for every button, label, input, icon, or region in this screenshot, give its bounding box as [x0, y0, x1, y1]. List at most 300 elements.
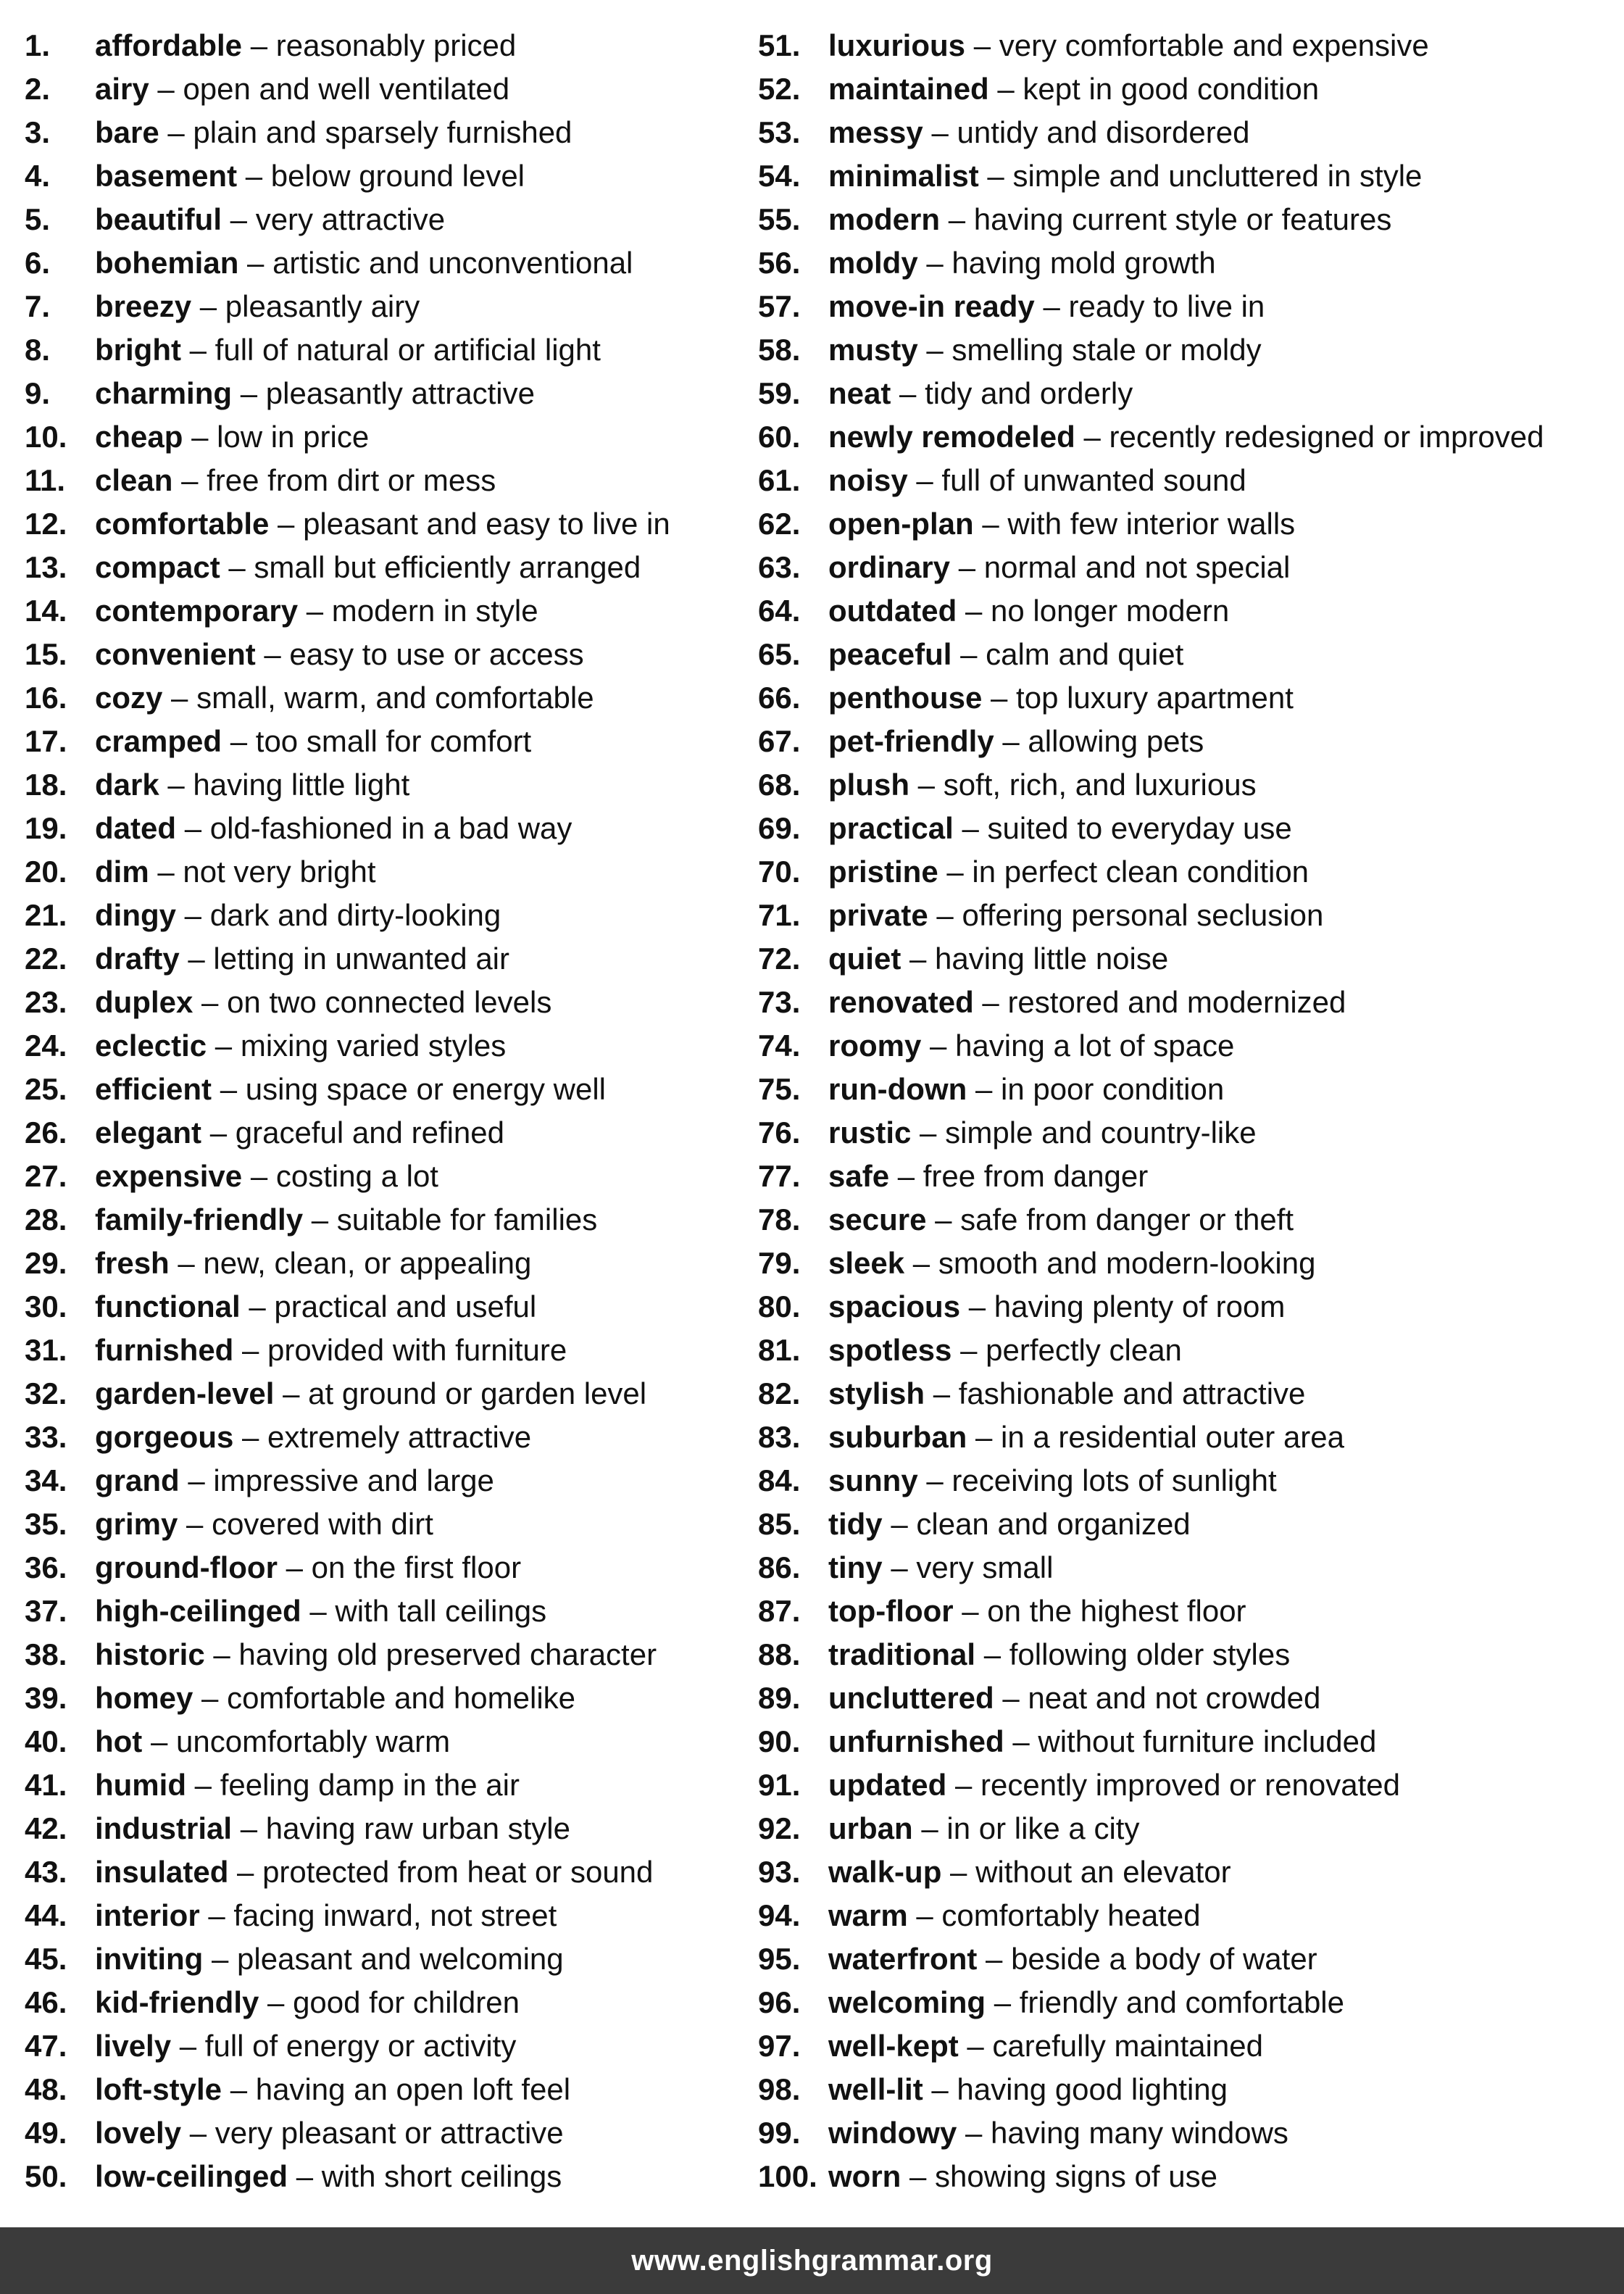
item-word: private	[828, 898, 928, 932]
left-word-list	[25, 24, 749, 2198]
item-number: 92.	[758, 1811, 801, 1845]
item-definition: letting in unwanted air	[213, 942, 510, 976]
item-separator: –	[242, 1333, 259, 1367]
item-number: 51.	[758, 28, 801, 62]
item-definition: without an elevator	[975, 1855, 1231, 1889]
list-item	[25, 1937, 749, 1981]
item-number: 63.	[758, 550, 801, 584]
footer-site-link[interactable]: www.englishgrammar.org	[631, 2244, 993, 2277]
item-word: windowy	[828, 2116, 957, 2150]
item-word: tiny	[828, 1550, 883, 1584]
item-separator: –	[264, 637, 281, 671]
item-word: waterfront	[828, 1942, 978, 1976]
list-item	[25, 328, 749, 372]
item-separator: –	[201, 1681, 219, 1715]
item-number: 98.	[758, 2072, 801, 2106]
item-number: 94.	[758, 1898, 801, 1932]
item-definition: practical and useful	[274, 1289, 537, 1323]
item-definition: having plenty of room	[994, 1289, 1286, 1323]
item-separator: –	[891, 1507, 908, 1541]
item-word: secure	[828, 1202, 927, 1237]
item-separator: –	[208, 1898, 225, 1932]
list-item	[25, 1546, 749, 1589]
item-definition: good for children	[293, 1985, 520, 2019]
list-item	[25, 1416, 749, 1459]
list-item	[25, 502, 749, 546]
item-word: duplex	[95, 985, 193, 1019]
item-definition: open and well ventilated	[183, 72, 510, 106]
item-separator: –	[167, 768, 185, 802]
item-word: low-ceilinged	[95, 2159, 288, 2193]
item-number: 23.	[25, 985, 67, 1019]
item-definition: top luxury apartment	[1016, 681, 1294, 715]
item-number: 67.	[758, 724, 801, 758]
item-number: 15.	[25, 637, 67, 671]
item-word: plush	[828, 768, 909, 802]
item-word: tidy	[828, 1507, 883, 1541]
item-word: breezy	[95, 289, 192, 323]
item-number: 86.	[758, 1550, 801, 1584]
item-word: comfortable	[95, 507, 270, 541]
item-word: open-plan	[828, 507, 974, 541]
item-definition: no longer modern	[991, 594, 1230, 628]
item-definition: friendly and comfortable	[1019, 1985, 1344, 2019]
item-definition: normal and not special	[983, 550, 1291, 584]
item-separator: –	[212, 1942, 229, 1976]
item-word: warm	[828, 1898, 908, 1932]
item-separator: –	[199, 289, 217, 323]
list-item	[25, 937, 749, 981]
item-separator: –	[916, 1898, 933, 1932]
item-definition: allowing pets	[1028, 724, 1204, 758]
item-number: 100.	[758, 2159, 817, 2193]
item-word: spacious	[828, 1289, 961, 1323]
item-definition: extremely attractive	[267, 1420, 532, 1454]
item-number: 6.	[25, 246, 51, 280]
list-item	[25, 894, 749, 937]
item-number: 39.	[25, 1681, 67, 1715]
item-number: 72.	[758, 942, 801, 976]
footer-bar	[0, 2227, 1624, 2294]
item-word: spotless	[828, 1333, 952, 1367]
item-number: 20.	[25, 855, 67, 889]
item-separator: –	[189, 2116, 207, 2150]
item-number: 69.	[758, 811, 801, 845]
item-separator: –	[926, 1463, 944, 1497]
item-word: family-friendly	[95, 1202, 304, 1237]
item-separator: –	[948, 202, 966, 236]
item-separator: –	[278, 507, 295, 541]
item-word: basement	[95, 159, 238, 193]
item-definition: reasonably priced	[275, 28, 517, 62]
item-definition: with tall ceilings	[335, 1594, 547, 1628]
item-separator: –	[982, 507, 999, 541]
list-item	[758, 894, 1620, 937]
item-separator: –	[936, 898, 954, 932]
list-item	[758, 1198, 1620, 1242]
item-word: high-ceilinged	[95, 1594, 301, 1628]
item-definition: very small	[916, 1550, 1054, 1584]
list-item	[758, 1372, 1620, 1416]
item-number: 13.	[25, 550, 67, 584]
list-item	[25, 2111, 749, 2155]
item-word: well-kept	[828, 2029, 959, 2063]
item-definition: suited to everyday use	[987, 811, 1292, 845]
item-word: contemporary	[95, 594, 299, 628]
item-definition: offering personal seclusion	[962, 898, 1324, 932]
item-word: efficient	[95, 1072, 212, 1106]
item-definition: recently improved or renovated	[980, 1768, 1400, 1802]
item-number: 75.	[758, 1072, 801, 1106]
item-number: 38.	[25, 1637, 67, 1671]
item-separator: –	[1012, 1724, 1030, 1758]
item-separator: –	[189, 333, 207, 367]
item-number: 79.	[758, 1246, 801, 1280]
item-number: 10.	[25, 420, 67, 454]
item-separator: –	[933, 1376, 951, 1410]
item-number: 1.	[25, 28, 51, 62]
list-item	[25, 1720, 749, 1763]
item-number: 59.	[758, 376, 801, 410]
item-definition: fashionable and attractive	[958, 1376, 1306, 1410]
item-word: compact	[95, 550, 220, 584]
item-definition: ready to live in	[1068, 289, 1265, 323]
item-word: inviting	[95, 1942, 204, 1976]
item-definition: old-fashioned in a bad way	[209, 811, 572, 845]
item-separator: –	[975, 1420, 993, 1454]
list-item	[25, 241, 749, 285]
item-number: 48.	[25, 2072, 67, 2106]
item-number: 87.	[758, 1594, 801, 1628]
item-separator: –	[921, 1811, 938, 1845]
list-item	[25, 1242, 749, 1285]
item-separator: –	[975, 1072, 993, 1106]
item-number: 85.	[758, 1507, 801, 1541]
item-word: neat	[828, 376, 891, 410]
item-definition: costing a lot	[275, 1159, 438, 1193]
item-word: eclectic	[95, 1028, 207, 1063]
list-item	[25, 1155, 749, 1198]
item-number: 50.	[25, 2159, 67, 2193]
item-number: 19.	[25, 811, 67, 845]
item-number: 42.	[25, 1811, 67, 1845]
item-separator: –	[188, 942, 205, 976]
item-definition: safe from danger or theft	[960, 1202, 1294, 1237]
item-separator: –	[209, 1115, 228, 1150]
item-separator: –	[926, 333, 944, 367]
list-item	[758, 1850, 1620, 1894]
item-separator: –	[1002, 724, 1020, 758]
item-separator: –	[215, 1028, 233, 1063]
item-number: 29.	[25, 1246, 67, 1280]
item-separator: –	[178, 1246, 195, 1280]
list-item	[25, 67, 749, 111]
item-definition: too small for comfort	[255, 724, 532, 758]
item-word: lovely	[95, 2116, 182, 2150]
list-item	[25, 2155, 749, 2198]
item-number: 9.	[25, 376, 51, 410]
item-separator: –	[230, 724, 248, 758]
item-definition: facing inward, not street	[233, 1898, 557, 1932]
item-number: 73.	[758, 985, 801, 1019]
item-number: 46.	[25, 1985, 67, 2019]
item-number: 36.	[25, 1550, 67, 1584]
list-item	[758, 415, 1620, 459]
item-definition: on the first floor	[311, 1550, 522, 1584]
item-number: 60.	[758, 420, 801, 454]
item-word: peaceful	[828, 637, 952, 671]
list-item	[758, 807, 1620, 850]
list-item	[25, 850, 749, 894]
item-number: 53.	[758, 115, 801, 149]
item-word: penthouse	[828, 681, 983, 715]
list-item	[25, 1372, 749, 1416]
item-definition: artistic and unconventional	[272, 246, 633, 280]
item-word: modern	[828, 202, 941, 236]
list-item	[758, 24, 1620, 67]
item-word: humid	[95, 1768, 186, 1802]
item-number: 31.	[25, 1333, 67, 1367]
list-item	[758, 981, 1620, 1024]
list-item	[25, 633, 749, 676]
item-separator: –	[311, 1202, 329, 1237]
item-number: 16.	[25, 681, 67, 715]
list-item	[25, 1024, 749, 1068]
item-separator: –	[991, 681, 1008, 715]
item-separator: –	[930, 1028, 947, 1063]
item-definition: kept in good condition	[1023, 72, 1320, 106]
item-word: homey	[95, 1681, 193, 1715]
list-item	[758, 633, 1620, 676]
item-definition: very attractive	[255, 202, 446, 236]
item-number: 41.	[25, 1768, 67, 1802]
item-number: 14.	[25, 594, 67, 628]
item-separator: –	[184, 811, 202, 845]
item-number: 27.	[25, 1159, 67, 1193]
item-word: pet-friendly	[828, 724, 994, 758]
list-item	[758, 1981, 1620, 2024]
item-definition: restored and modernized	[1007, 985, 1346, 1019]
item-word: welcoming	[828, 1985, 986, 2019]
item-separator: –	[296, 2159, 314, 2193]
item-word: sunny	[828, 1463, 918, 1497]
item-word: functional	[95, 1289, 241, 1323]
item-definition: untidy and disordered	[957, 115, 1250, 149]
item-definition: full of energy or activity	[204, 2029, 517, 2063]
item-separator: –	[230, 2072, 248, 2106]
item-separator: –	[167, 115, 185, 149]
item-definition: receiving lots of sunlight	[952, 1463, 1277, 1497]
list-item	[758, 459, 1620, 502]
item-separator: –	[931, 115, 949, 149]
list-item	[25, 1503, 749, 1546]
item-separator: –	[967, 2029, 984, 2063]
item-word: ground-floor	[95, 1550, 278, 1584]
item-number: 84.	[758, 1463, 801, 1497]
item-word: renovated	[828, 985, 974, 1019]
item-definition: full of natural or artificial light	[215, 333, 601, 367]
item-separator: –	[986, 1942, 1003, 1976]
list-item	[758, 1024, 1620, 1068]
item-number: 32.	[25, 1376, 67, 1410]
item-definition: provided with furniture	[267, 1333, 567, 1367]
item-number: 74.	[758, 1028, 801, 1063]
item-separator: –	[267, 1985, 285, 2019]
item-word: convenient	[95, 637, 256, 671]
list-item	[758, 1589, 1620, 1633]
item-number: 97.	[758, 2029, 801, 2063]
item-definition: with few interior walls	[1007, 507, 1296, 541]
item-separator: –	[994, 1985, 1012, 2019]
item-number: 81.	[758, 1333, 801, 1367]
list-item	[758, 1894, 1620, 1937]
item-word: suburban	[828, 1420, 967, 1454]
item-separator: –	[240, 1811, 258, 1845]
item-definition: calm and quiet	[986, 637, 1184, 671]
item-definition: in a residential outer area	[1001, 1420, 1345, 1454]
list-item	[25, 1459, 749, 1503]
item-word: elegant	[95, 1115, 202, 1150]
item-word: furnished	[95, 1333, 234, 1367]
item-definition: not very bright	[183, 855, 376, 889]
item-definition: easy to use or access	[289, 637, 584, 671]
list-item	[25, 1068, 749, 1111]
item-word: loft-style	[95, 2072, 222, 2106]
item-word: bohemian	[95, 246, 239, 280]
item-number: 82.	[758, 1376, 801, 1410]
item-number: 58.	[758, 333, 801, 367]
list-item	[758, 1416, 1620, 1459]
item-separator: –	[965, 594, 983, 628]
item-word: lively	[95, 2029, 172, 2063]
item-definition: pleasant and welcoming	[237, 1942, 564, 1976]
item-word: move-in ready	[828, 289, 1035, 323]
list-item	[758, 241, 1620, 285]
list-item	[25, 2024, 749, 2068]
list-item	[758, 676, 1620, 720]
item-word: maintained	[828, 72, 989, 106]
item-separator: –	[309, 1594, 327, 1628]
item-separator: –	[283, 1376, 300, 1410]
item-separator: –	[917, 768, 936, 802]
item-separator: –	[150, 1724, 168, 1758]
item-number: 45.	[25, 1942, 67, 1976]
item-separator: –	[184, 898, 202, 932]
item-definition: comfortable and homelike	[227, 1681, 576, 1715]
item-word: dim	[95, 855, 149, 889]
list-item	[758, 285, 1620, 328]
list-item	[758, 1155, 1620, 1198]
item-word: luxurious	[828, 28, 966, 62]
item-word: clean	[95, 463, 173, 497]
item-definition: suitable for families	[336, 1202, 598, 1237]
item-separator: –	[909, 2159, 927, 2193]
item-number: 96.	[758, 1985, 801, 2019]
item-definition: following older styles	[1009, 1637, 1291, 1671]
item-separator: –	[247, 246, 265, 280]
item-word: walk-up	[828, 1855, 942, 1889]
item-separator: –	[962, 811, 979, 845]
list-item	[758, 67, 1620, 111]
item-definition: small but efficiently arranged	[254, 550, 641, 584]
item-number: 76.	[758, 1115, 801, 1150]
item-word: minimalist	[828, 159, 979, 193]
item-separator: –	[916, 463, 933, 497]
item-number: 93.	[758, 1855, 801, 1889]
list-item	[758, 2111, 1620, 2155]
item-definition: graceful and refined	[235, 1115, 505, 1150]
item-number: 52.	[758, 72, 801, 106]
item-number: 3.	[25, 115, 51, 149]
item-separator: –	[946, 855, 964, 889]
item-number: 55.	[758, 202, 801, 236]
item-separator: –	[242, 1420, 259, 1454]
item-word: sleek	[828, 1246, 905, 1280]
item-separator: –	[987, 159, 1004, 193]
list-item	[758, 720, 1620, 763]
list-item	[25, 1807, 749, 1850]
list-item	[758, 1807, 1620, 1850]
list-item	[25, 1850, 749, 1894]
item-definition: tidy and orderly	[925, 376, 1133, 410]
list-item	[758, 546, 1620, 589]
item-number: 37.	[25, 1594, 67, 1628]
item-separator: –	[1083, 420, 1101, 454]
item-definition: soft, rich, and luxurious	[943, 768, 1257, 802]
item-number: 43.	[25, 1855, 67, 1889]
list-item	[758, 502, 1620, 546]
list-item	[758, 850, 1620, 894]
item-definition: having good lighting	[957, 2072, 1228, 2106]
item-word: unfurnished	[828, 1724, 1004, 1758]
list-item	[758, 1763, 1620, 1807]
item-separator: –	[306, 594, 324, 628]
item-separator: –	[968, 1289, 986, 1323]
item-definition: beside a body of water	[1011, 1942, 1317, 1976]
item-word: roomy	[828, 1028, 922, 1063]
list-item	[758, 1937, 1620, 1981]
list-item	[25, 459, 749, 502]
item-word: quiet	[828, 942, 901, 976]
item-number: 24.	[25, 1028, 67, 1063]
item-word: well-lit	[828, 2072, 923, 2106]
list-item	[25, 2068, 749, 2111]
list-item	[25, 1894, 749, 1937]
list-item	[758, 763, 1620, 807]
list-item	[758, 1503, 1620, 1546]
item-definition: without furniture included	[1038, 1724, 1377, 1758]
item-separator: –	[973, 28, 991, 62]
item-definition: free from dirt or mess	[207, 463, 496, 497]
item-separator: –	[931, 2072, 949, 2106]
item-word: drafty	[95, 942, 180, 976]
item-definition: impressive and large	[213, 1463, 494, 1497]
list-item	[25, 372, 749, 415]
item-number: 66.	[758, 681, 801, 715]
item-number: 80.	[758, 1289, 801, 1323]
item-separator: –	[228, 550, 246, 584]
item-word: newly remodeled	[828, 420, 1075, 454]
list-item	[25, 720, 749, 763]
item-separator: –	[230, 202, 248, 236]
item-definition: in perfect clean condition	[972, 855, 1309, 889]
item-number: 91.	[758, 1768, 801, 1802]
item-separator: –	[191, 420, 209, 454]
item-definition: carefully maintained	[992, 2029, 1263, 2063]
list-item	[758, 1111, 1620, 1155]
item-word: stylish	[828, 1376, 925, 1410]
item-number: 71.	[758, 898, 801, 932]
